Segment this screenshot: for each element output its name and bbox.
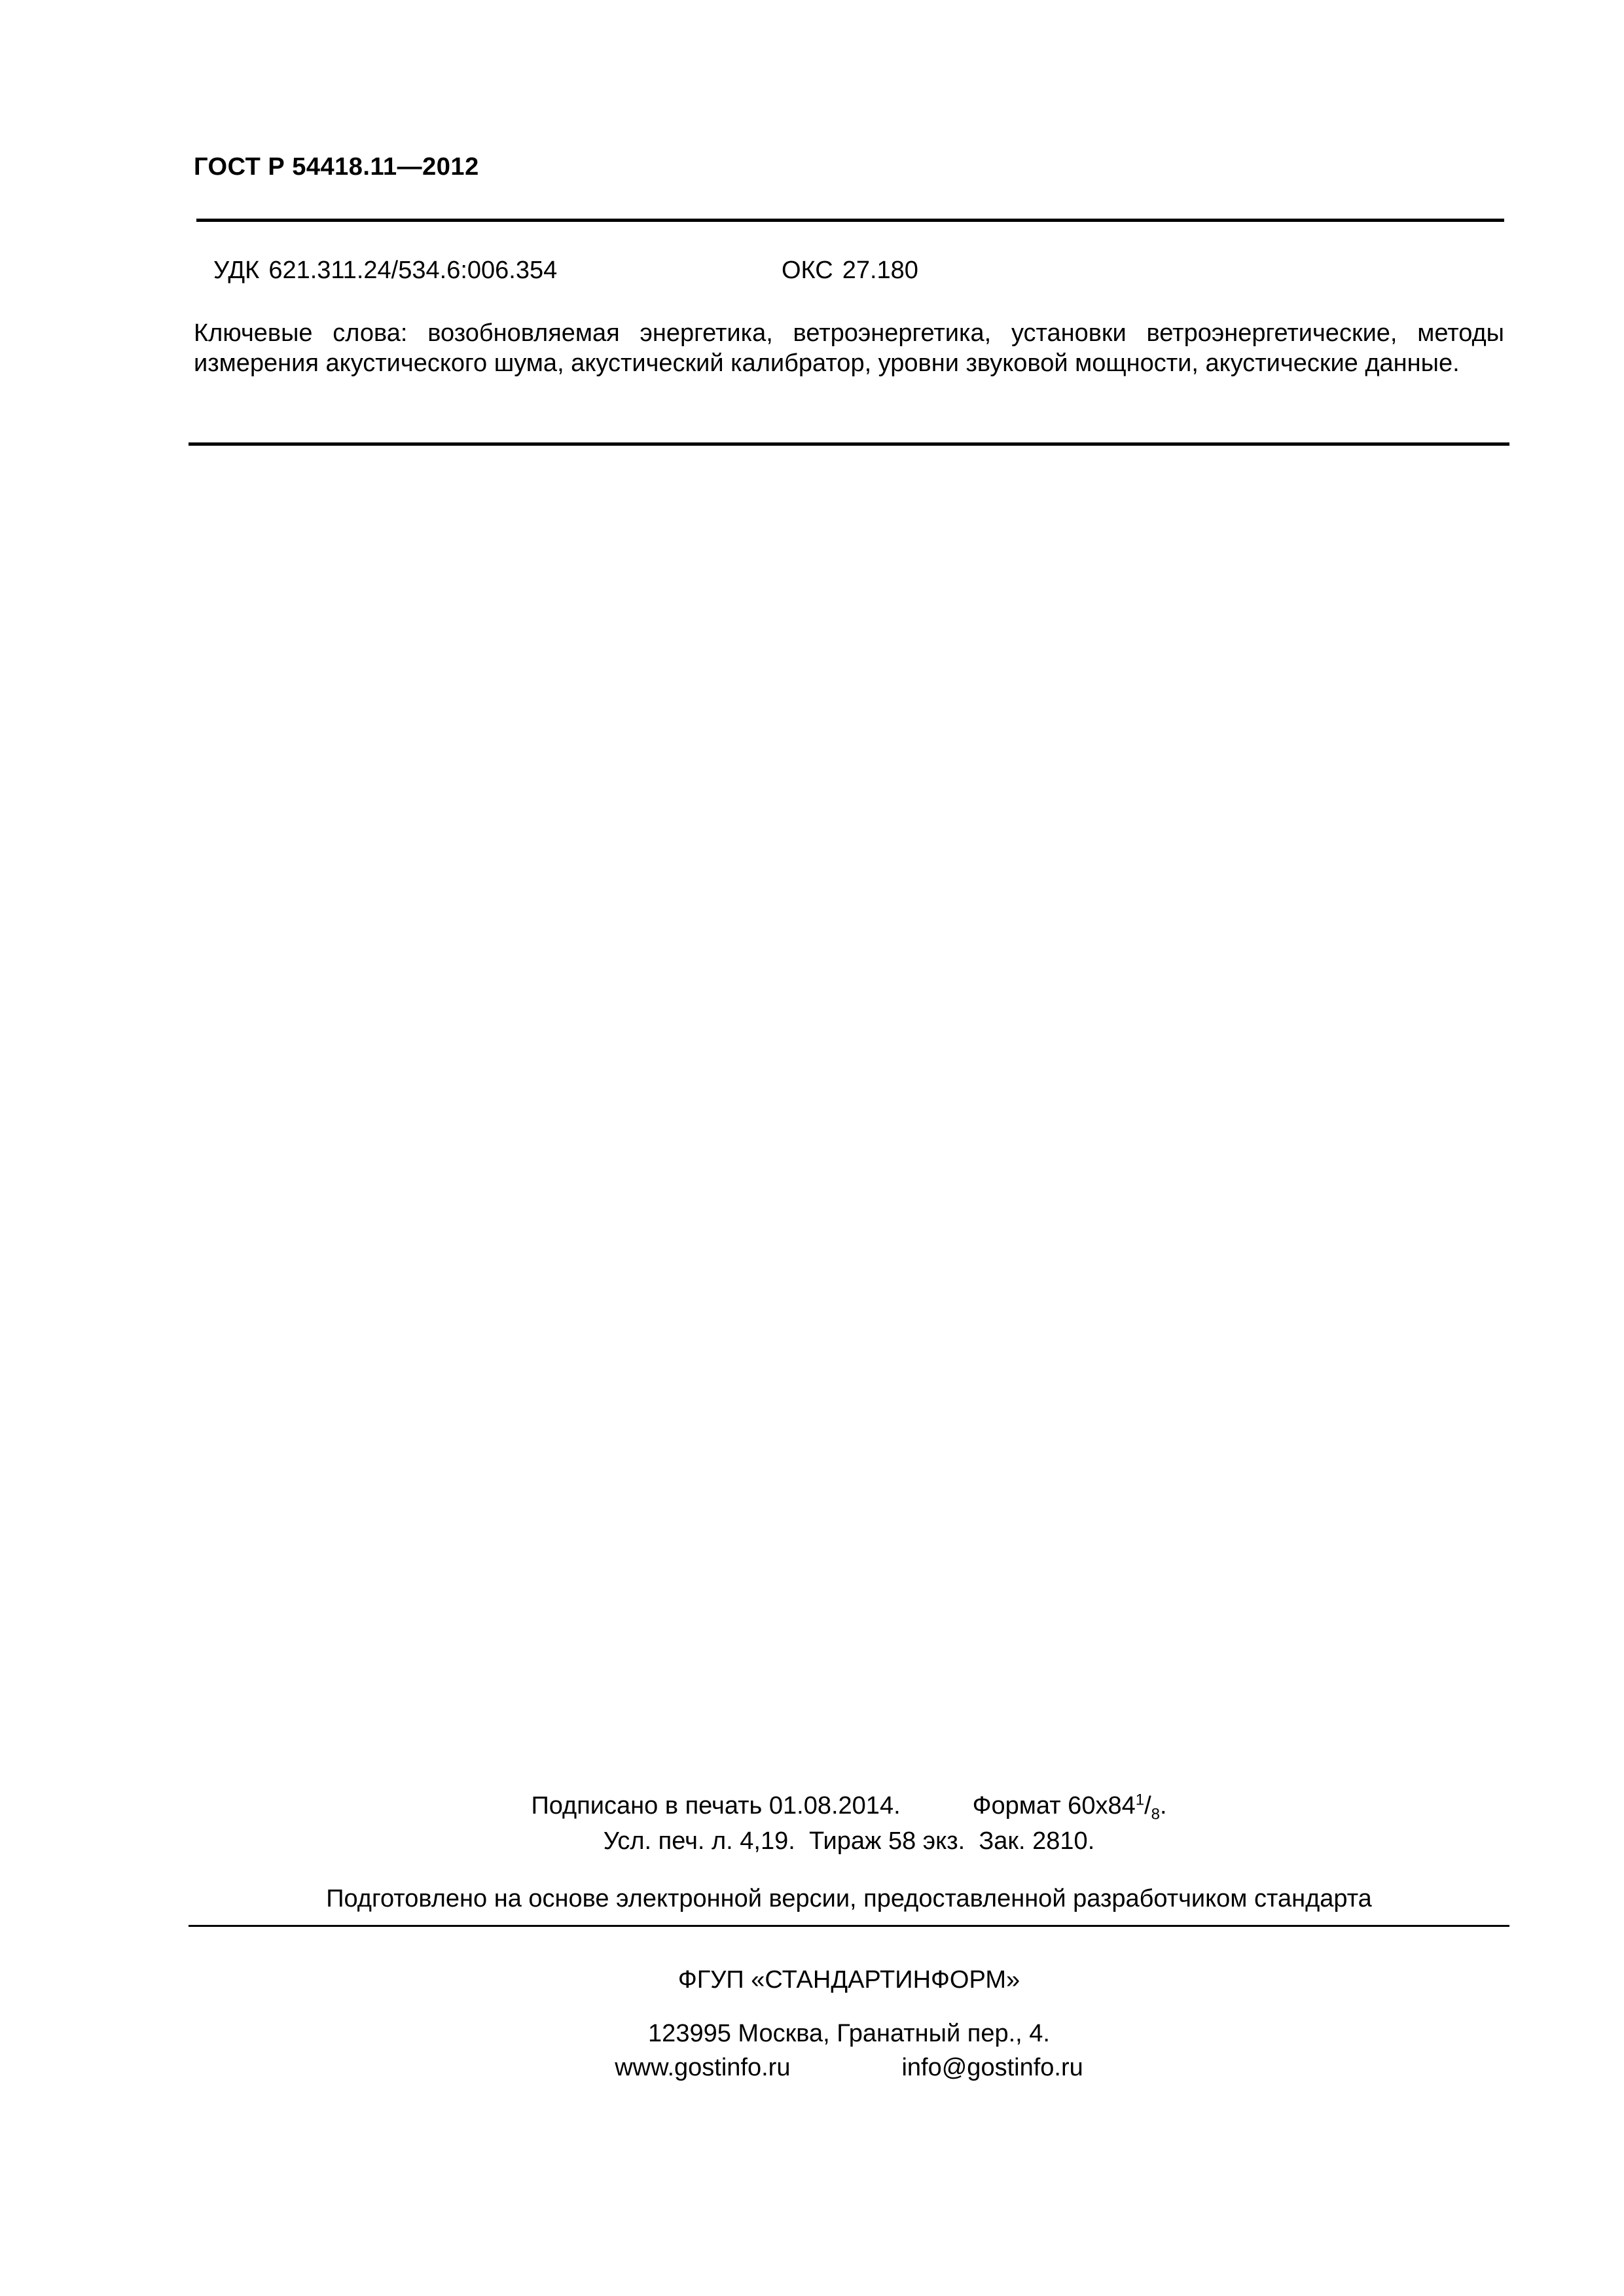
- format-end: .: [1160, 1792, 1167, 1820]
- format-label: Формат 60х84: [972, 1792, 1136, 1820]
- email-link[interactable]: info@gostinfo.ru: [901, 2054, 1083, 2081]
- standard-code: ГОСТ Р 54418.11—2012: [194, 153, 479, 181]
- print-sheets: Усл. печ. л. 4,19.: [603, 1827, 795, 1855]
- format-info: [972, 1791, 1167, 1823]
- keywords-paragraph: Ключевые слова: возобновляемая энергетика, ветроэнергетика, установки ветроэнергетические, методы измерения акустического шума, акустический калибратор, уровни звуковой мощности, акустические данные.: [194, 319, 1504, 377]
- prepared-note: Подготовлено на основе электронной версии, предоставленной разработчиком стандарта: [326, 1885, 1372, 1912]
- oks-label: ОКС: [782, 257, 833, 284]
- oks-classification: [782, 257, 918, 285]
- keywords-divider: [189, 442, 1509, 446]
- format-numerator: 1: [1135, 1791, 1145, 1809]
- footer-divider: [189, 1925, 1509, 1927]
- website-link[interactable]: www.gostinfo.ru: [615, 2054, 791, 2081]
- oks-value: 27.180: [842, 257, 918, 284]
- circulation: Тираж 58 экз.: [808, 1827, 965, 1855]
- format-slash: /: [1144, 1792, 1151, 1820]
- imprint-line-1: [189, 1791, 1509, 1823]
- imprint-line-2: [189, 1827, 1509, 1856]
- order-number: Зак. 2810.: [979, 1827, 1095, 1855]
- udk-value: 621.311.24/534.6:006.354: [268, 257, 558, 284]
- publisher-contacts: [189, 2054, 1509, 2082]
- udk-label: УДК: [213, 257, 260, 284]
- top-divider: [196, 219, 1504, 222]
- udk-classification: [213, 257, 557, 285]
- signed-to-print: Подписано в печать 01.08.2014.: [531, 1792, 901, 1820]
- publisher-name: ФГУП «СТАНДАРТИНФОРМ»: [677, 1966, 1020, 1994]
- publisher-address: 123995 Москва, Гранатный пер., 4.: [648, 2020, 1050, 2047]
- format-denominator: 8: [1151, 1805, 1160, 1823]
